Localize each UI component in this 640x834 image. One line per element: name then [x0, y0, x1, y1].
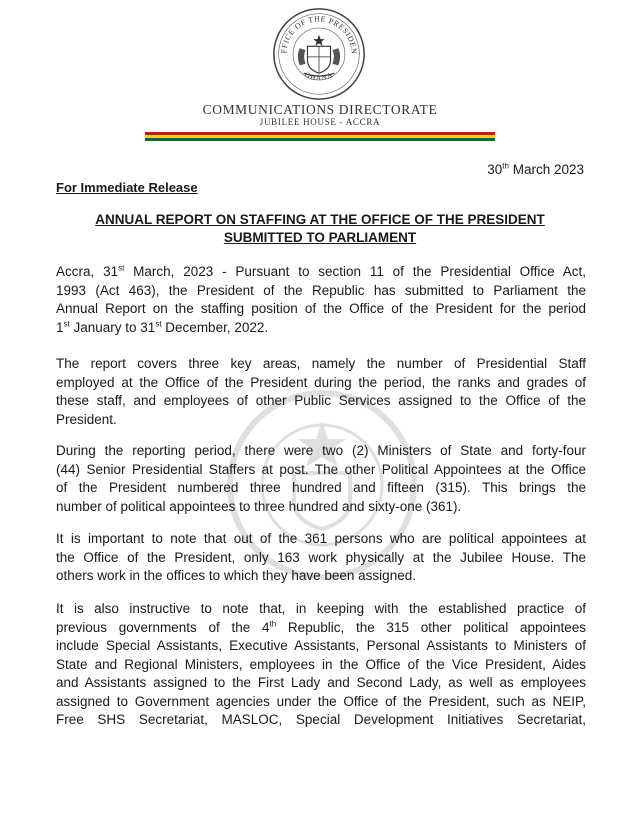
text-line: 1993 (Act 463), the President of the Republic has submitted to Parliament the	[56, 282, 586, 298]
text-line: President.	[56, 411, 117, 427]
text-line: of the President numbered three hundred and fifteen (315). This brings the	[56, 480, 586, 495]
text-line: Free SHS Secretariat, MASLOC, Special Development Initiatives Secretariat,	[56, 712, 586, 727]
text-line: include Special Assistants, Executive Assistants, Personal Assistants to Ministers of	[56, 638, 586, 653]
directorate-heading: COMMUNICATIONS DIRECTORATE	[202, 102, 438, 117]
release-date: 30th March 2023	[487, 161, 584, 177]
text-line: and Assistants assigned to the First Lady and Second Lady, as well as employees	[56, 675, 586, 690]
text-line: number of political appointees to three hundred and sixty-one (361).	[56, 498, 462, 514]
text-line: employed at the Office of the President during the period, the ranks and grades of	[56, 374, 586, 390]
office-of-the-president-seal-icon	[271, 6, 367, 102]
text-line: Annual Report on the staffing position of the Office of the President for the period	[56, 301, 586, 316]
text-line: It is important to note that out of the 361 persons who are political appointees at	[56, 531, 586, 546]
immediate-release-label: For Immediate Release	[56, 180, 198, 195]
paragraph-reporting-period	[56, 442, 586, 516]
green-stripe	[145, 138, 495, 141]
text-line: The report covers three key areas, namely the number of Presidential Staff	[56, 356, 586, 371]
text-line: (44) Senior Presidential Staffers at post. The other Political Appointees at the Office	[56, 461, 586, 477]
text-line: assigned to Government agencies under the Office of the President, such as NEIP,	[56, 693, 586, 709]
ghana-flag-stripes	[145, 132, 495, 141]
document-title	[56, 211, 584, 247]
paragraph-other-appointees	[56, 600, 586, 730]
title-line: ANNUAL REPORT ON STAFFING AT THE OFFICE OF THE PRESIDENT	[95, 212, 545, 227]
paragraph-report-areas	[56, 355, 586, 429]
text-line: previous governments of the 4th Republic, the 315 other political appointees	[56, 619, 586, 635]
text-line: others work in the offices to which they have been assigned.	[56, 568, 416, 583]
paragraph-intro	[56, 263, 586, 337]
paragraph-jubilee-house	[56, 530, 586, 586]
text-line: these staff, and employees of other Public Services assigned to the Office of the	[56, 393, 586, 408]
title-line: SUBMITTED TO PARLIAMENT	[223, 230, 417, 245]
svg-text:GHANA: GHANA	[303, 70, 335, 83]
text-line: During the reporting period, there were two (2) Ministers of State and forty-four	[56, 443, 586, 458]
text-line: Accra, 31st March, 2023 - Pursuant to section 11 of the Presidential Office Act,	[56, 263, 587, 279]
text-line: the Office of the President, only 163 work physically at the Jubilee House. The	[56, 549, 586, 565]
text-line: 1st January to 31st December, 2022.	[56, 319, 269, 335]
svg-text:OFFICE OF THE PRESIDENT: FFICE OF THE PRESIDEN	[279, 14, 359, 55]
text-line: State and Regional Ministers, employees in the Office of the Vice President, Aides	[56, 656, 586, 672]
location-subheading: JUBILEE HOUSE - ACCRA	[259, 117, 381, 127]
text-line: It is also instructive to note that, in keeping with the established practice of	[56, 601, 586, 616]
